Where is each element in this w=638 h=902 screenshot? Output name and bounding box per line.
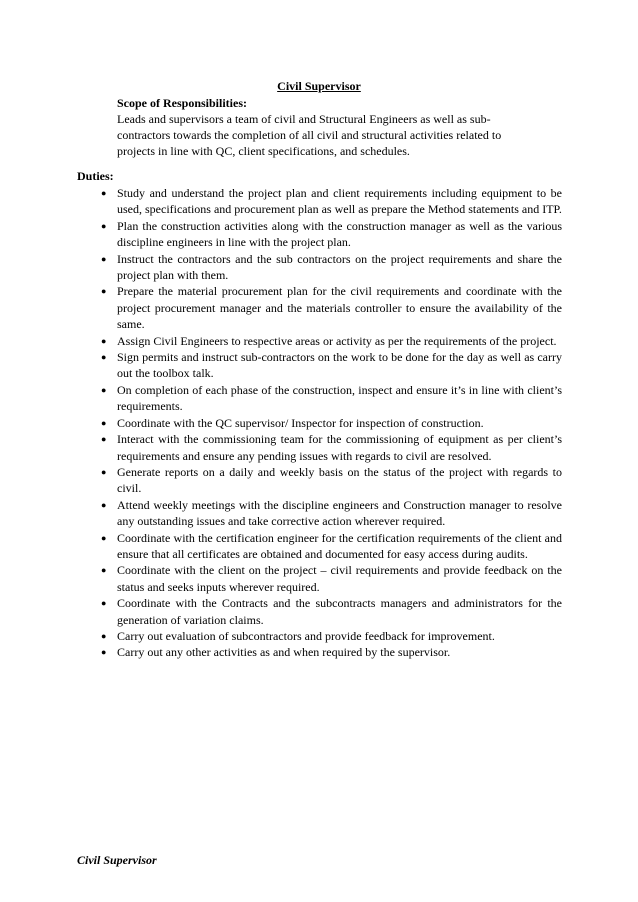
page-footer: Civil Supervisor	[77, 853, 157, 867]
duty-item	[97, 382, 562, 415]
bullet-icon: ●	[101, 417, 107, 428]
page-title: Civil Supervisor	[277, 79, 361, 93]
duty-item	[97, 251, 562, 284]
duty-text: Coordinate with the certification engineer for the certification requirements of the client and ensure that all certificates are obtained and documented for easy access during audits.	[117, 530, 562, 561]
duty-item	[97, 283, 562, 332]
duty-item	[97, 562, 562, 595]
bullet-icon: ●	[101, 532, 107, 543]
bullet-icon: ●	[101, 630, 107, 641]
duty-text: Coordinate with the Contracts and the subcontracts managers and administrators for the generation of variation claims.	[117, 596, 562, 627]
duty-text: Study and understand the project plan and client requirements including equipment to be used, specifications and procurement plan as well as prepare the Method statements and ITP.	[117, 186, 562, 217]
duties-list	[97, 185, 562, 661]
duty-text: Sign permits and instruct sub-contractors on the work to be done for the day as well as carry out the toolbox talk.	[117, 350, 562, 381]
bullet-icon: ●	[101, 335, 107, 346]
duty-item	[97, 497, 562, 530]
duty-text: Assign Civil Engineers to respective areas or activity as per the requirements of the project.	[117, 333, 557, 348]
duty-text: Coordinate with the QC supervisor/ Inspector for inspection of construction.	[117, 415, 484, 430]
bullet-icon: ●	[101, 352, 107, 363]
duty-item	[97, 218, 562, 251]
bullet-icon: ●	[101, 499, 107, 510]
duty-text: Plan the construction activities along with the construction manager as well as the various discipline engineers in line with the project plan.	[117, 218, 562, 250]
scope-heading: Scope of Responsibilities:	[117, 96, 248, 110]
bullet-icon: ●	[101, 466, 107, 477]
duty-item	[97, 185, 562, 218]
bullet-icon: ●	[101, 598, 107, 609]
duty-text: Coordinate with the client on the project – civil requirements and provide feedback on the status and seeks inputs wherever required.	[117, 563, 562, 594]
bullet-icon: ●	[101, 188, 107, 198]
duty-text: Instruct the contractors and the sub contractors on the project requirements and share the project plan with them.	[117, 251, 562, 283]
duty-text: Interact with the commissioning team for the commissioning of equipment as per client’s requirements and ensure any pending issues with regards to civil are resolved.	[117, 432, 562, 463]
bullet-icon: ●	[101, 253, 107, 264]
duty-item	[97, 415, 562, 431]
duty-text: Prepare the material procurement plan for the civil requirements and coordinate with the project procurement manager and the materials controller to ensure the availability of the same.	[117, 284, 562, 332]
bullet-icon: ●	[101, 565, 107, 576]
duty-text: Generate reports on a daily and weekly basis on the status of the project with regards to civil.	[117, 464, 562, 496]
duty-item	[97, 431, 562, 464]
duty-item	[97, 595, 562, 628]
duty-text: Carry out any other activities as and when required by the supervisor.	[117, 645, 451, 660]
duty-item	[97, 530, 562, 563]
scope-section	[117, 95, 537, 159]
duty-item	[97, 333, 562, 349]
duty-item	[97, 644, 562, 660]
duty-text: On completion of each phase of the construction, inspect and ensure it’s in line with client’s requirements.	[117, 382, 562, 414]
bullet-icon: ●	[101, 286, 107, 297]
scope-text: Leads and supervisors a team of civil and Structural Engineers as well as sub-contractors towards the completion of all civil and structural activities related to projects in line with QC, client specifications, and schedules.	[117, 112, 502, 158]
bullet-icon: ●	[101, 220, 107, 231]
duty-item	[97, 349, 562, 382]
duty-text: Carry out evaluation of subcontractors and provide feedback for improvement.	[117, 628, 495, 643]
duty-item	[97, 628, 562, 644]
duty-text: Attend weekly meetings with the discipline engineers and Construction manager to resolve any outstanding issues and take corrective action wherever required.	[117, 497, 562, 529]
duties-heading: Duties:	[77, 169, 114, 183]
bullet-icon: ●	[101, 384, 107, 395]
bullet-icon: ●	[101, 434, 107, 445]
duty-item	[97, 464, 562, 497]
bullet-icon: ●	[101, 647, 107, 658]
